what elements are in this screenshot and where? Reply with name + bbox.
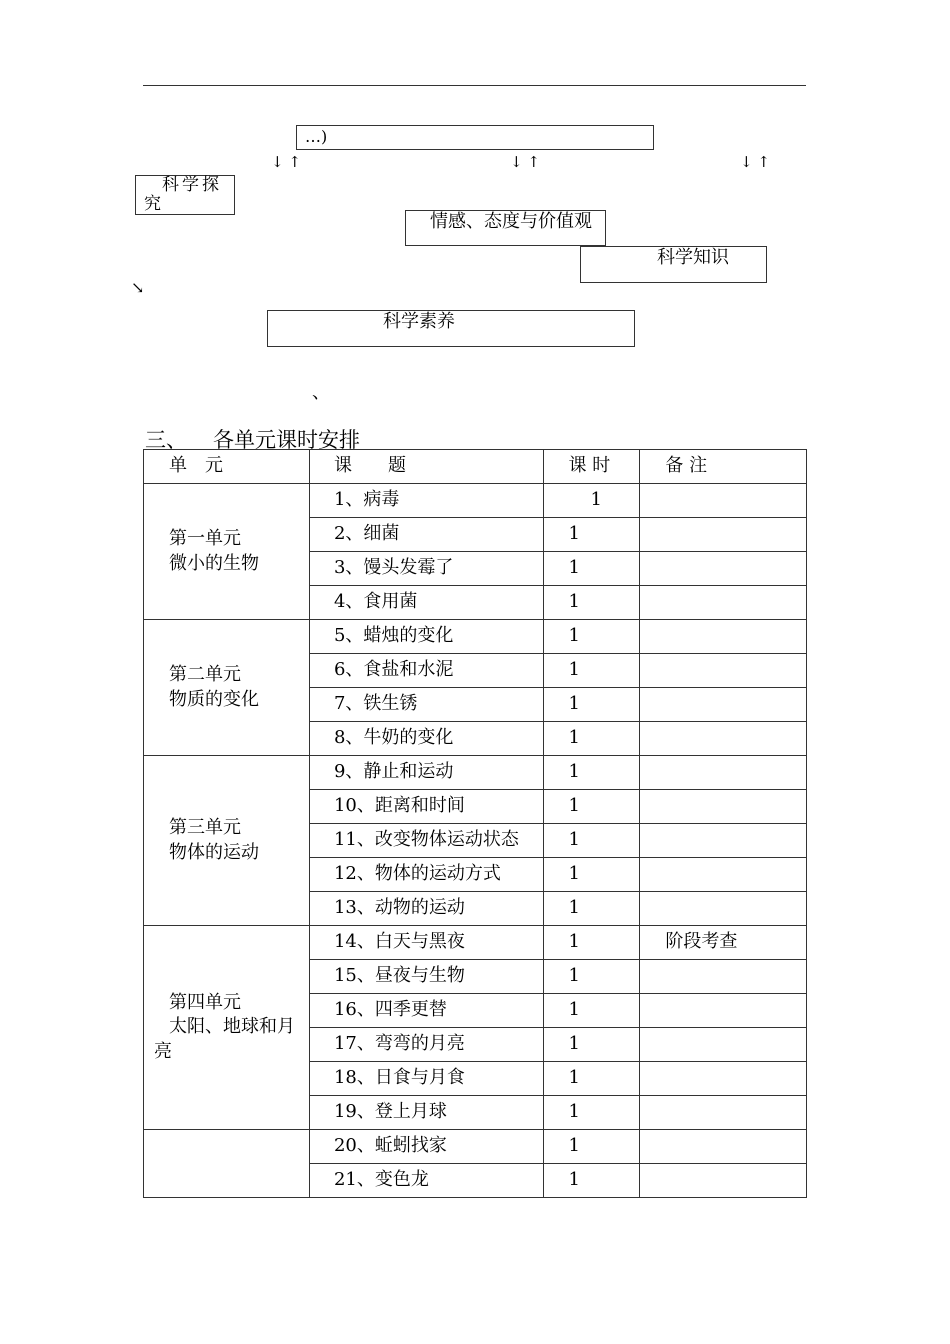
topic-cell: 12、物体的运动方式 <box>309 858 543 892</box>
note-cell <box>640 484 807 518</box>
topic-cell: 16、四季更替 <box>309 994 543 1028</box>
topic-cell: 9、静止和运动 <box>309 756 543 790</box>
header-topic: 课 题 <box>309 450 543 484</box>
stray-mark: 、 <box>312 382 330 403</box>
topic-cell: 14、白天与黑夜 <box>309 926 543 960</box>
topic-cell: 3、馒头发霉了 <box>309 552 543 586</box>
hours-cell: 1 <box>543 620 640 654</box>
table-row <box>144 756 807 790</box>
note-cell <box>640 518 807 552</box>
note-cell <box>640 1096 807 1130</box>
hours-cell: 1 <box>543 858 640 892</box>
topic-cell: 13、动物的运动 <box>309 892 543 926</box>
note-cell <box>640 1130 807 1164</box>
hours-cell: 1 <box>543 552 640 586</box>
topic-cell: 4、食用菌 <box>309 586 543 620</box>
topic-cell: 20、蚯蚓找家 <box>309 1130 543 1164</box>
box-science-knowledge: 科学知识 <box>580 246 767 283</box>
hours-cell: 1 <box>543 1028 640 1062</box>
topic-cell: 5、蜡烛的变化 <box>309 620 543 654</box>
unit-title: 第三单元 <box>169 817 241 839</box>
topic-cell: 6、食盐和水泥 <box>309 654 543 688</box>
table-header-row <box>144 450 807 484</box>
arrow-pair-3: ↓ ↑ <box>740 153 770 171</box>
header-unit: 单 元 <box>144 450 310 484</box>
note-cell <box>640 960 807 994</box>
arrow-pair-2: ↓ ↑ <box>510 153 540 171</box>
hours-cell: 1 <box>543 722 640 756</box>
note-cell <box>640 552 807 586</box>
note-cell <box>640 994 807 1028</box>
unit-subtitle: 物体的运动 <box>169 841 259 863</box>
schedule-table <box>143 449 807 1198</box>
table-row <box>144 1130 807 1164</box>
topic-cell: 21、变色龙 <box>309 1164 543 1198</box>
hours-cell: 1 <box>543 484 640 518</box>
topic-cell: 10、距离和时间 <box>309 790 543 824</box>
hours-cell: 1 <box>543 994 640 1028</box>
hours-cell: 1 <box>543 654 640 688</box>
topic-cell: 7、铁生锈 <box>309 688 543 722</box>
topic-cell: 17、弯弯的月亮 <box>309 1028 543 1062</box>
note-cell <box>640 1164 807 1198</box>
box-science-inquiry: 科学探究 <box>135 175 235 215</box>
hours-cell: 1 <box>543 1096 640 1130</box>
hours-cell: 1 <box>543 926 640 960</box>
hours-cell: 1 <box>543 1130 640 1164</box>
section-title: 各单元课时安排 <box>213 428 360 452</box>
topic-cell: 15、昼夜与生物 <box>309 960 543 994</box>
unit-cell-3 <box>144 756 310 926</box>
box-science-literacy: 科学素养 <box>267 310 635 347</box>
hours-cell: 1 <box>543 790 640 824</box>
hours-cell: 1 <box>543 1164 640 1198</box>
unit-subtitle: 太阳、地球和月亮 <box>154 1016 295 1062</box>
unit-cell-1 <box>144 484 310 620</box>
note-cell <box>640 722 807 756</box>
unit-title: 第一单元 <box>169 528 241 550</box>
hours-cell: 1 <box>543 960 640 994</box>
hours-cell: 1 <box>543 756 640 790</box>
topic-cell: 11、改变物体运动状态 <box>309 824 543 858</box>
box-attitude-values: 情感、态度与价值观 <box>405 210 606 246</box>
hours-cell: 1 <box>543 824 640 858</box>
unit-title: 第四单元 <box>169 992 241 1014</box>
unit-subtitle: 微小的生物 <box>169 552 259 574</box>
unit-subtitle: 物质的变化 <box>169 688 259 710</box>
header-note: 备 注 <box>640 450 807 484</box>
arrow-pair-1: ↓ ↑ <box>271 153 301 171</box>
note-cell: 阶段考查 <box>640 926 807 960</box>
hours-cell: 1 <box>543 1062 640 1096</box>
note-cell <box>640 1028 807 1062</box>
section-number: 三、 <box>145 428 187 452</box>
note-cell <box>640 790 807 824</box>
hours-cell: 1 <box>543 892 640 926</box>
note-cell <box>640 892 807 926</box>
note-cell <box>640 654 807 688</box>
unit-cell-2 <box>144 620 310 756</box>
table-row <box>144 620 807 654</box>
unit-title: 第二单元 <box>169 664 241 686</box>
topic-cell: 19、登上月球 <box>309 1096 543 1130</box>
note-cell <box>640 858 807 892</box>
diagonal-arrow: ↘ <box>131 278 145 297</box>
unit-cell-5 <box>144 1130 310 1198</box>
note-cell <box>640 586 807 620</box>
unit-cell-4 <box>144 926 310 1130</box>
topic-cell: 2、细菌 <box>309 518 543 552</box>
note-cell <box>640 620 807 654</box>
topic-cell: 18、日食与月食 <box>309 1062 543 1096</box>
hours-cell: 1 <box>543 688 640 722</box>
note-cell <box>640 688 807 722</box>
note-cell <box>640 1062 807 1096</box>
table-row <box>144 926 807 960</box>
note-cell <box>640 756 807 790</box>
topic-cell: 8、牛奶的变化 <box>309 722 543 756</box>
hours-cell: 1 <box>543 518 640 552</box>
topic-cell: 1、病毒 <box>309 484 543 518</box>
diagram-top-box: …) <box>296 125 654 150</box>
table-row <box>144 484 807 518</box>
note-cell <box>640 824 807 858</box>
hours-cell: 1 <box>543 586 640 620</box>
top-rule <box>143 85 806 86</box>
header-hours: 课 时 <box>543 450 640 484</box>
